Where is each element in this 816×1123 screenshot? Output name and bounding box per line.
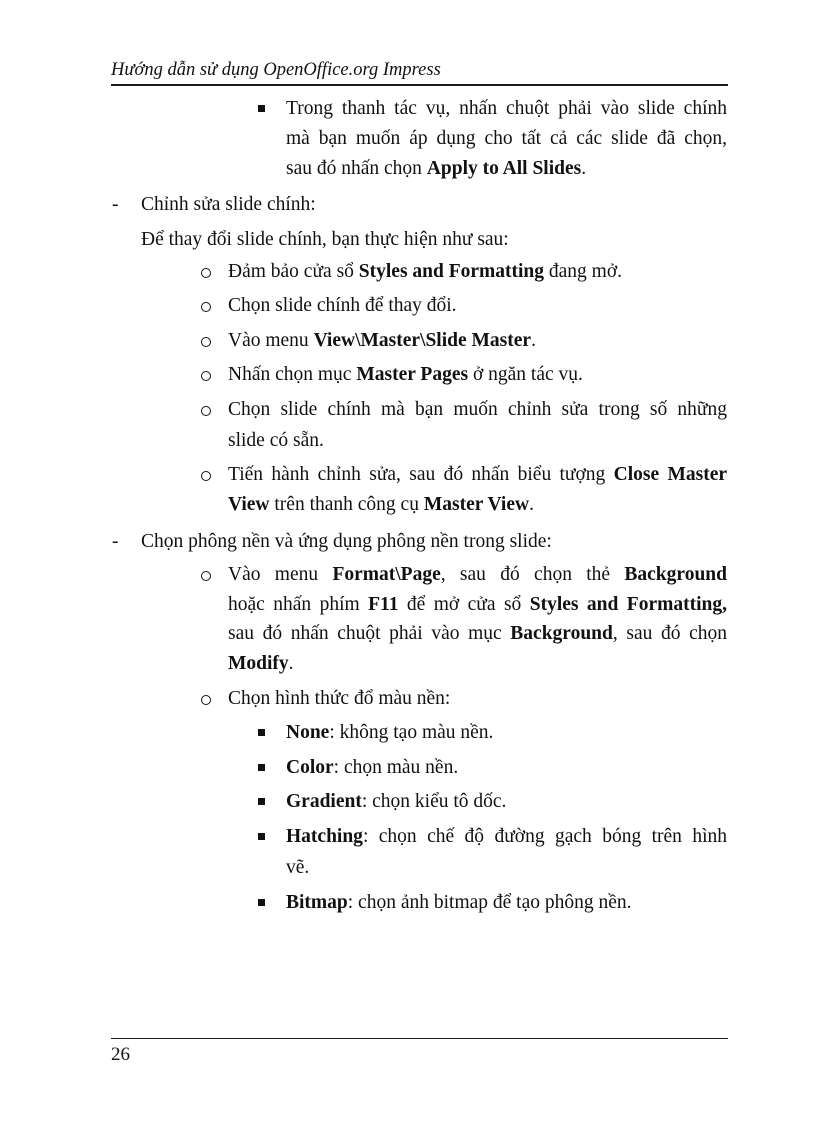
list-item: Chọn slide chính mà bạn muốn chỉnh sửa trong số những [228, 399, 727, 420]
section-intro: Để thay đổi slide chính, bạn thực hiện như sau: [141, 229, 509, 250]
sub-list-item: Color: chọn màu nền. [286, 757, 459, 778]
square-bullet-icon [258, 899, 265, 906]
dash-bullet: - [112, 194, 119, 215]
square-bullet-icon [258, 833, 265, 840]
list-item: Vào menu View\Master\Slide Master. [228, 330, 536, 351]
list-item-continuation: View trên thanh công cụ Master View. [228, 494, 534, 515]
circle-bullet-icon [201, 302, 211, 312]
square-bullet-icon [258, 105, 265, 112]
square-bullet-icon [258, 764, 265, 771]
list-item: Đảm bảo cửa sổ Styles and Formatting đang mở. [228, 261, 623, 282]
sub-list-item-continuation: vẽ. [286, 857, 310, 878]
dash-bullet: - [112, 531, 119, 552]
list-item: Chọn hình thức đổ màu nền: [228, 688, 451, 709]
page-number: 26 [111, 1044, 130, 1065]
circle-bullet-icon [201, 337, 211, 347]
list-item-continuation: Modify. [228, 653, 294, 674]
section-heading: Chọn phông nền và ứng dụng phông nền trong slide: [141, 531, 552, 552]
list-item: Chọn slide chính để thay đổi. [228, 295, 457, 316]
paragraph-line: sau đó nhấn chọn Apply to All Slides. [286, 158, 587, 179]
circle-bullet-icon [201, 695, 211, 705]
sub-list-item: Bitmap: chọn ảnh bitmap để tạo phông nền. [286, 892, 632, 913]
list-item-continuation: hoặc nhấn phím F11 để mở cửa sổ Styles and Formatting, [228, 594, 727, 615]
square-bullet-icon [258, 798, 265, 805]
paragraph-line: Trong thanh tác vụ, nhấn chuột phải vào slide chính [286, 98, 727, 119]
list-item: Nhấn chọn mục Master Pages ở ngăn tác vụ. [228, 364, 583, 385]
circle-bullet-icon [201, 268, 211, 278]
sub-list-item: None: không tạo màu nền. [286, 722, 494, 743]
sub-list-item: Gradient: chọn kiểu tô dốc. [286, 791, 507, 812]
running-header: Hướng dẫn sử dụng OpenOffice.org Impress [111, 60, 441, 80]
list-item: Tiến hành chỉnh sửa, sau đó nhấn biểu tượng Close Master [228, 464, 728, 485]
header-divider [111, 84, 728, 86]
circle-bullet-icon [201, 371, 211, 381]
circle-bullet-icon [201, 406, 211, 416]
list-item: Vào menu Format\Page, sau đó chọn thẻ Background [228, 564, 727, 585]
circle-bullet-icon [201, 571, 211, 581]
square-bullet-icon [258, 729, 265, 736]
list-item-continuation: sau đó nhấn chuột phải vào mục Background, sau đó chọn [228, 623, 727, 644]
section-heading: Chỉnh sửa slide chính: [141, 194, 316, 215]
paragraph-line: mà bạn muốn áp dụng cho tất cả các slide đã chọn, [286, 128, 727, 149]
sub-list-item: Hatching: chọn chế độ đường gạch bóng trên hình [286, 826, 727, 847]
list-item-continuation: slide có sẵn. [228, 430, 324, 451]
circle-bullet-icon [201, 471, 211, 481]
footer-divider [111, 1038, 728, 1039]
